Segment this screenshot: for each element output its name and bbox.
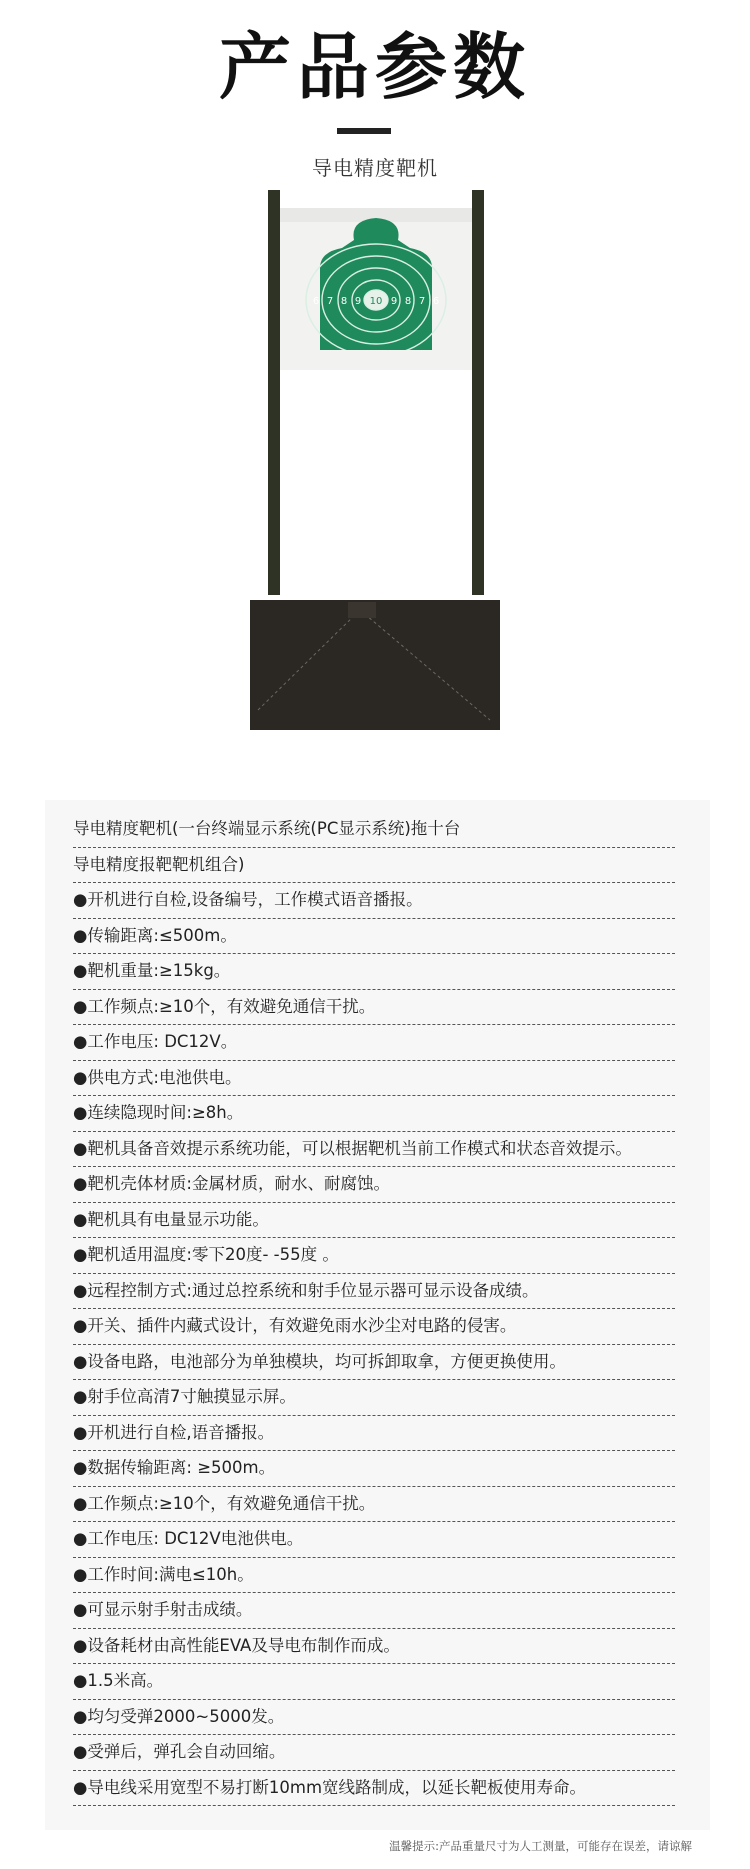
ring-number: 9 <box>354 296 362 307</box>
ring-number: 10 <box>369 296 383 307</box>
product-image <box>250 190 500 790</box>
spec-item: ●远程控制方式:通过总控系统和射手位显示器可显示设备成绩。 <box>73 1274 675 1310</box>
ring-number: 8 <box>340 296 348 307</box>
spec-item: ●工作电压: DC12V电池供电。 <box>73 1522 675 1558</box>
page-title: 产品参数 <box>218 25 531 109</box>
title-divider <box>337 128 391 134</box>
ring-number: 6 <box>312 296 320 307</box>
spec-item: ●工作时间:满电≤10h。 <box>73 1558 675 1594</box>
spec-item: ●射手位高清7寸触摸显示屏。 <box>73 1380 675 1416</box>
spec-item: ●设备耗材由高性能EVA及导电布制作而成。 <box>73 1629 675 1665</box>
spec-item: ●靶机适用温度:零下20度- -55度 。 <box>73 1238 675 1274</box>
right-post <box>472 190 484 595</box>
left-post <box>268 190 280 595</box>
spec-item: ●传输距离:≤500m。 <box>73 919 675 955</box>
spec-item: ●开关、插件内藏式设计，有效避免雨水沙尘对电路的侵害。 <box>73 1309 675 1345</box>
spec-item: ●工作电压: DC12V。 <box>73 1025 675 1061</box>
ring-number: 7 <box>326 296 334 307</box>
spec-item: ●数据传输距离: ≥500m。 <box>73 1451 675 1487</box>
spec-item: ●供电方式:电池供电。 <box>73 1061 675 1097</box>
spec-item: ●靶机重量:≥15kg。 <box>73 954 675 990</box>
spec-item: ●可显示射手射击成绩。 <box>73 1593 675 1629</box>
spec-item: ●工作频点:≥10个，有效避免通信干扰。 <box>73 1487 675 1523</box>
spec-item: ●开机进行自检,语音播报。 <box>73 1416 675 1452</box>
target-base <box>250 600 500 730</box>
spec-item: ●靶机壳体材质:金属材质，耐水、耐腐蚀。 <box>73 1167 675 1203</box>
spec-list <box>45 812 710 1806</box>
spec-item: ●1.5米高。 <box>73 1664 675 1700</box>
spec-item: ●靶机具有电量显示功能。 <box>73 1203 675 1239</box>
ring-number: 8 <box>404 296 412 307</box>
spec-item: ●均匀受弹2000~5000发。 <box>73 1700 675 1736</box>
spec-item: 导电精度靶机(一台终端显示系统(PC显示系统)拖十台 <box>73 812 675 848</box>
product-subtitle: 导电精度靶机 <box>312 156 438 180</box>
spec-item: 导电精度报靶靶机组合) <box>73 848 675 884</box>
ring-number: 7 <box>418 296 426 307</box>
footnote: 温馨提示:产品重量尺寸为人工测量，可能存在误差，请谅解 <box>389 1839 692 1853</box>
spec-item: ●靶机具备音效提示系统功能，可以根据靶机当前工作模式和状态音效提示。 <box>73 1132 675 1168</box>
spec-item: ●连续隐现时间:≥8h。 <box>73 1096 675 1132</box>
spec-item: ●导电线采用宽型不易打断10mm宽线路制成，以延长靶板使用寿命。 <box>73 1771 675 1807</box>
spec-item: ●设备电路，电池部分为单独模块，均可拆卸取拿，方便更换使用。 <box>73 1345 675 1381</box>
spec-panel <box>45 800 710 1830</box>
spec-item: ●受弹后，弹孔会自动回缩。 <box>73 1735 675 1771</box>
ring-number: 6 <box>432 296 440 307</box>
spec-item: ●开机进行自检,设备编号，工作模式语音播报。 <box>73 883 675 919</box>
ring-number: 9 <box>390 296 398 307</box>
spec-item: ●工作频点:≥10个，有效避免通信干扰。 <box>73 990 675 1026</box>
